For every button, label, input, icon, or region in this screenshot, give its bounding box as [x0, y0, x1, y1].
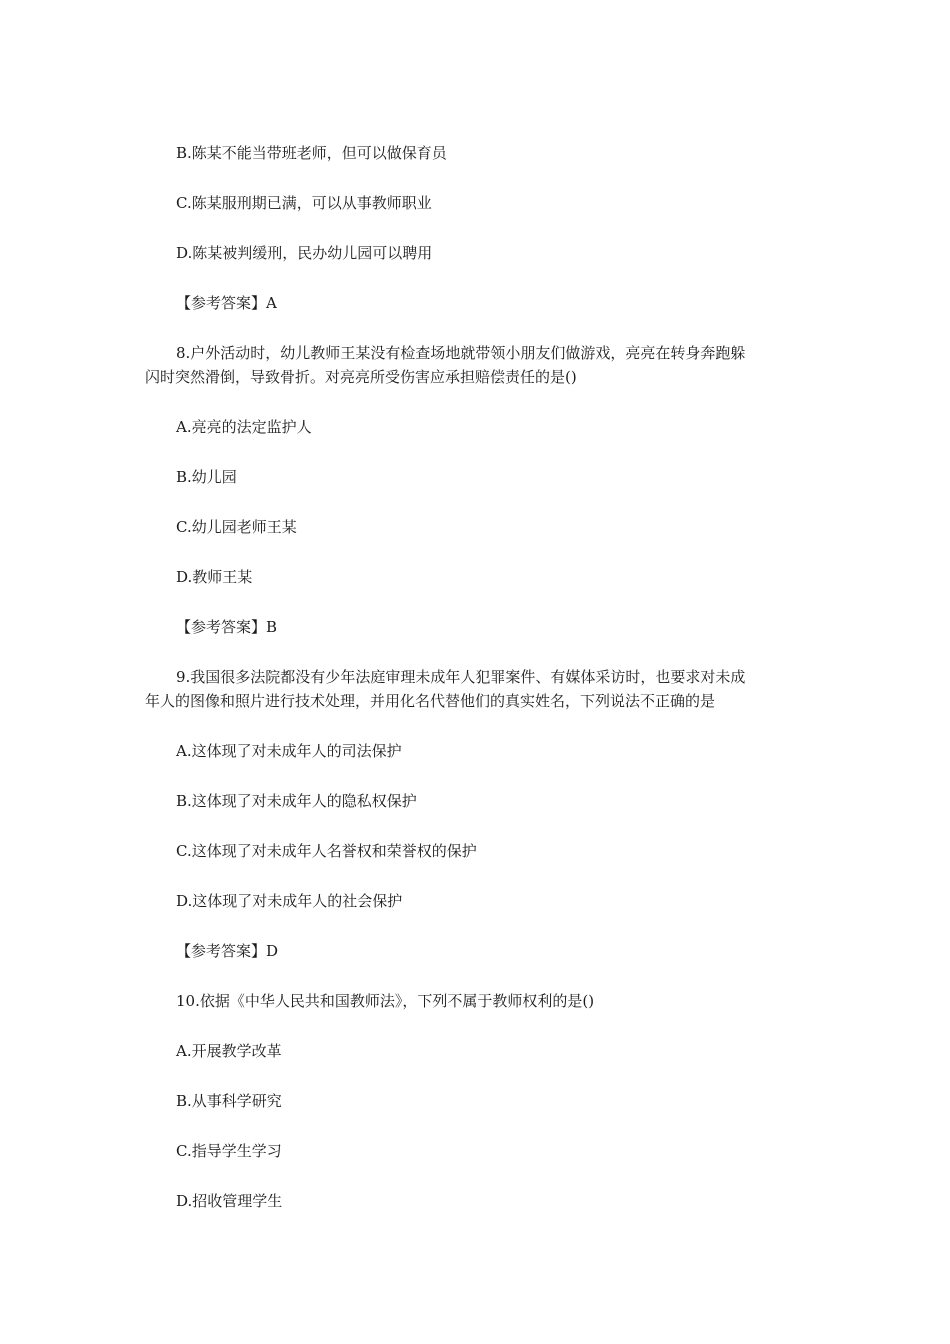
q9-stem-line1: 9.我国很多法院都没有少年法庭审理未成年人犯罪案件、有媒体采访时，也要求对未成: [176, 668, 746, 686]
q9-stem-line2: 年人的图像和照片进行技术处理，并用化名代替他们的真实姓名，下列说法不正确的是: [145, 692, 716, 710]
q8-option-a: A.亮亮的法定监护人: [176, 418, 312, 436]
q9-option-d: D.这体现了对未成年人的社会保护: [176, 892, 403, 910]
q7-answer: 【参考答案】A: [176, 294, 277, 312]
q7-option-c: C.陈某服刑期已满，可以从事教师职业: [176, 194, 432, 212]
q10-option-a: A.开展教学改革: [176, 1042, 282, 1060]
q8-stem-line2: 闪时突然滑倒，导致骨折。对亮亮所受伤害应承担赔偿责任的是(): [145, 368, 577, 386]
q8-option-b: B.幼儿园: [176, 468, 237, 486]
q10-option-b: B.从事科学研究: [176, 1092, 282, 1110]
q8-answer: 【参考答案】B: [176, 618, 278, 636]
q10-option-d: D.招收管理学生: [176, 1192, 283, 1210]
q7-option-d: D.陈某被判缓刑，民办幼儿园可以聘用: [176, 244, 433, 262]
q9-option-c: C.这体现了对未成年人名誉权和荣誉权的保护: [176, 842, 477, 860]
q10-option-c: C.指导学生学习: [176, 1142, 282, 1160]
q10-stem-line1: 10.依据《中华人民共和国教师法》，下列不属于教师权利的是(): [176, 992, 595, 1010]
q8-option-d: D.教师王某: [176, 568, 253, 586]
q9-option-b: B.这体现了对未成年人的隐私权保护: [176, 792, 417, 810]
q9-answer: 【参考答案】D: [176, 942, 279, 960]
q8-stem-line1: 8.户外活动时，幼儿教师王某没有检查场地就带领小朋友们做游戏，亮亮在转身奔跑躲: [176, 344, 746, 362]
q7-option-b: B.陈某不能当带班老师，但可以做保育员: [176, 144, 447, 162]
q8-option-c: C.幼儿园老师王某: [176, 518, 297, 536]
q9-option-a: A.这体现了对未成年人的司法保护: [176, 742, 402, 760]
